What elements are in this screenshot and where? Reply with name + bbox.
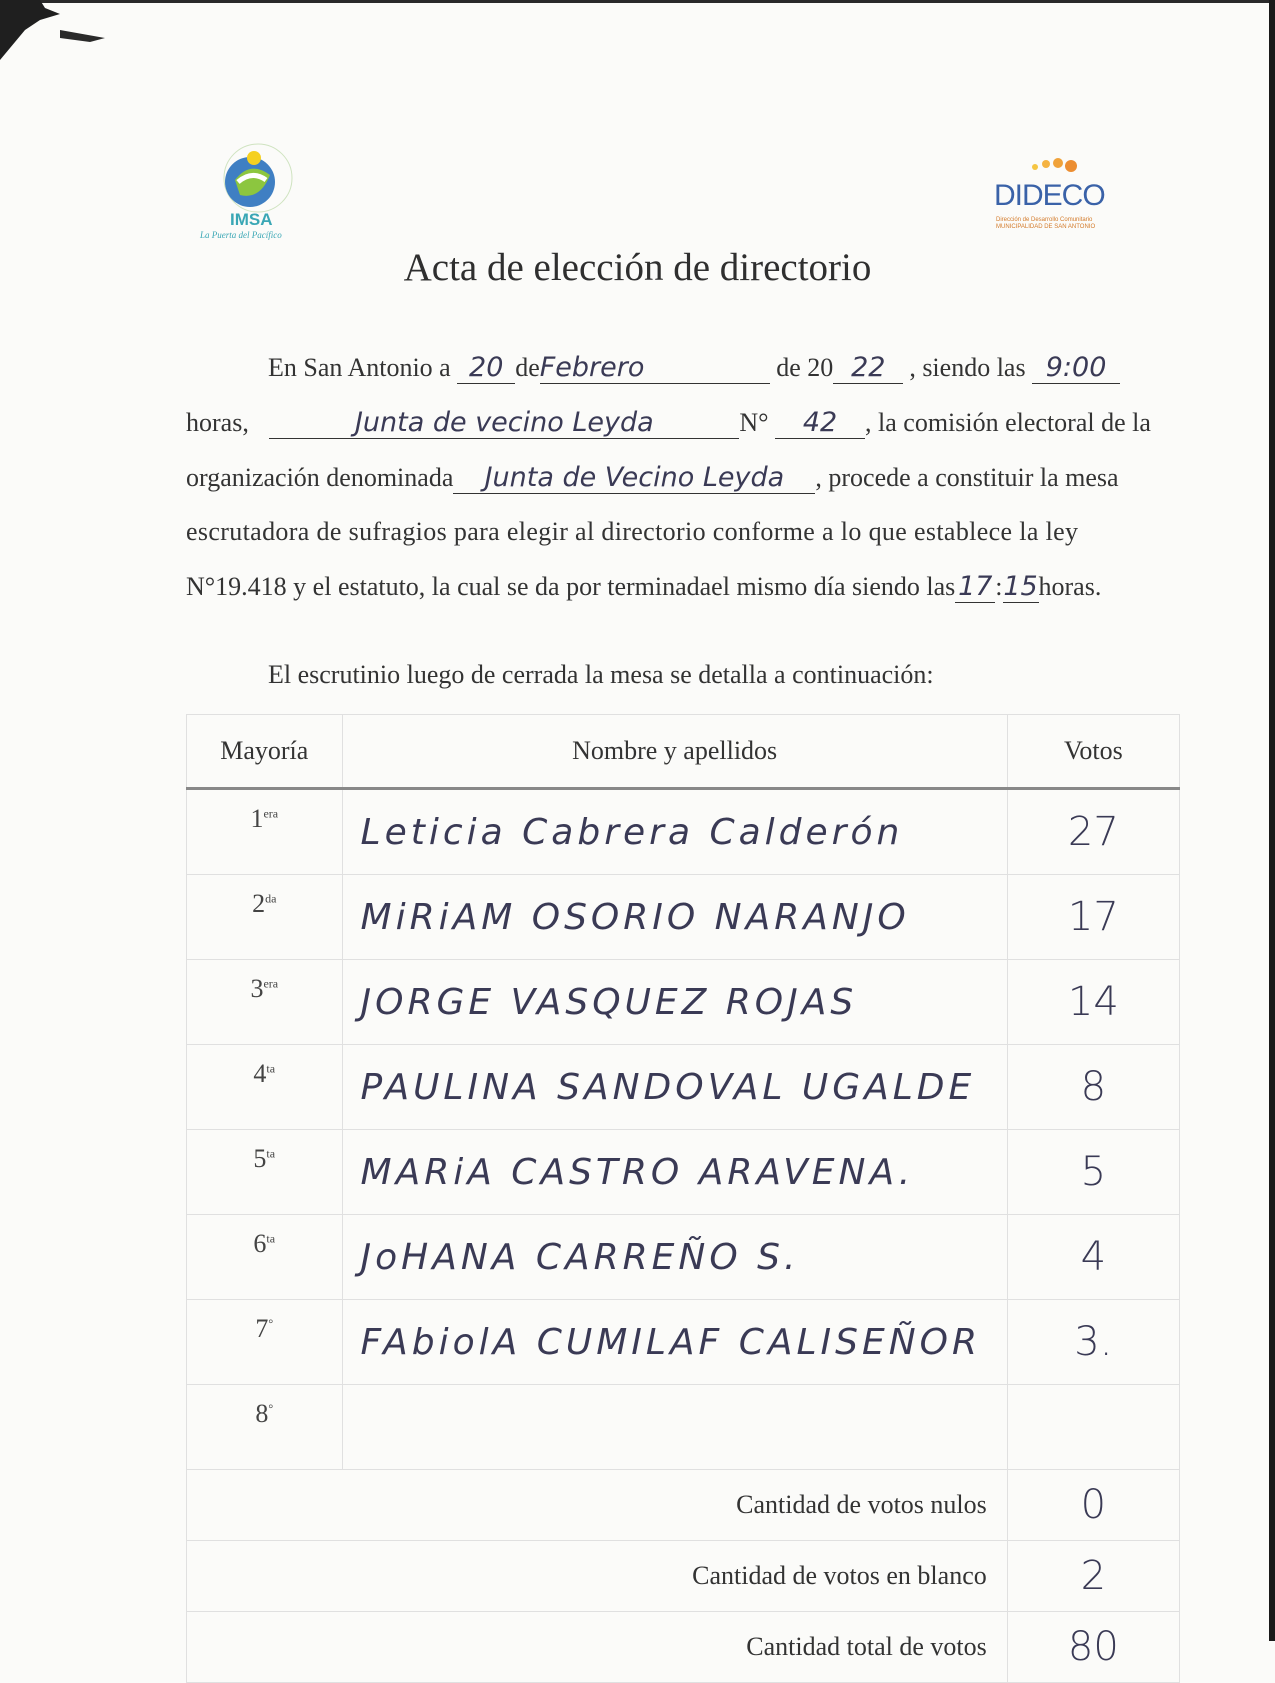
dideco-tagline-1: Dirección de Desarrollo Comunitario bbox=[996, 217, 1093, 223]
imsa-wordmark: IMSA bbox=[230, 210, 273, 229]
rank-cell bbox=[187, 960, 343, 1045]
rank-number: 2 bbox=[252, 889, 266, 918]
table-row bbox=[187, 1130, 1180, 1215]
header-nombre: Nombre y apellidos bbox=[342, 715, 1007, 789]
rank-number: 1 bbox=[250, 804, 264, 833]
year-field: 22 bbox=[833, 352, 903, 384]
text-segment: En San Antonio a bbox=[268, 353, 451, 382]
text-segment: horas, bbox=[186, 408, 249, 437]
table-row bbox=[187, 789, 1180, 875]
rank-number: 7 bbox=[255, 1314, 269, 1343]
candidate-votes: 27 bbox=[1007, 789, 1179, 875]
dideco-tagline bbox=[996, 217, 1095, 231]
org-name-field-2: Junta de Vecino Leyda bbox=[453, 462, 815, 494]
candidate-votes: 14 bbox=[1007, 960, 1179, 1045]
summary-row bbox=[187, 1470, 1180, 1541]
scrutiny-intro: El escrutinio luego de cerrada la mesa se detalla a continuación: bbox=[268, 660, 934, 689]
rank-number: 4 bbox=[253, 1059, 267, 1088]
org-number-field: 42 bbox=[775, 407, 865, 439]
rank-number: 3 bbox=[250, 974, 264, 1003]
rank-number: 6 bbox=[253, 1229, 267, 1258]
summary-rows bbox=[187, 1470, 1180, 1683]
rank-cell bbox=[187, 1045, 343, 1130]
header-votos: Votos bbox=[1007, 715, 1179, 789]
candidate-name: MARiA CASTRO ARAVENA. bbox=[342, 1130, 1007, 1215]
results-table bbox=[186, 714, 1180, 1683]
rank-cell bbox=[187, 789, 343, 875]
para-line-3 bbox=[186, 462, 1119, 494]
document-title: Acta de elección de directorio bbox=[403, 246, 872, 289]
para-line-4 bbox=[186, 517, 1078, 547]
rank-cell bbox=[187, 1215, 343, 1300]
candidate-votes: 17 bbox=[1007, 875, 1179, 960]
summary-value: 2 bbox=[1007, 1541, 1179, 1612]
text-segment: horas. bbox=[1038, 572, 1102, 601]
rank-suffix: era bbox=[263, 976, 279, 991]
candidate-name: JoHANA CARREÑO S. bbox=[342, 1215, 1007, 1300]
rank-suffix: ta bbox=[266, 1146, 276, 1161]
summary-row bbox=[187, 1541, 1180, 1612]
text-segment: organización denominada bbox=[186, 463, 454, 492]
candidate-name: Leticia Cabrera Calderón bbox=[342, 789, 1007, 875]
candidate-votes bbox=[1007, 1385, 1179, 1470]
text-segment: N° bbox=[739, 408, 769, 437]
rank-suffix: era bbox=[263, 806, 279, 821]
summary-value: 0 bbox=[1007, 1470, 1179, 1541]
text-segment: escrutadora de sufragios para elegir al directorio conforme a lo que establece la ley bbox=[186, 517, 1079, 546]
month-field: Febrero bbox=[540, 352, 770, 384]
end-minute-field: 15 bbox=[1003, 571, 1038, 602]
candidate-votes: 4 bbox=[1007, 1215, 1179, 1300]
candidate-votes: 8 bbox=[1007, 1045, 1179, 1130]
dideco-wordmark: DIDECO bbox=[994, 179, 1105, 212]
para-line-1 bbox=[268, 352, 1120, 384]
rank-suffix: ta bbox=[266, 1061, 276, 1076]
candidate-name: PAULINA SANDOVAL UGALDE bbox=[342, 1045, 1007, 1130]
candidate-votes: 5 bbox=[1007, 1130, 1179, 1215]
text-segment: , la comisión electoral de la bbox=[865, 408, 1151, 437]
dideco-logo bbox=[990, 155, 1120, 235]
rank-number: 5 bbox=[253, 1144, 267, 1173]
text-segment: : bbox=[995, 572, 1003, 601]
candidate-name bbox=[342, 1385, 1007, 1470]
para-line-5 bbox=[186, 571, 1101, 603]
table-row bbox=[187, 1385, 1180, 1470]
summary-value: 80 bbox=[1007, 1612, 1179, 1683]
table-header-row bbox=[187, 715, 1180, 789]
table-row bbox=[187, 875, 1180, 960]
table-row bbox=[187, 960, 1180, 1045]
end-hour-field: 17 bbox=[955, 571, 995, 603]
summary-row bbox=[187, 1612, 1180, 1683]
scan-corner-mark bbox=[0, 0, 150, 60]
scan-edge-top bbox=[0, 0, 1275, 3]
rank-suffix: ° bbox=[268, 1316, 274, 1331]
candidate-name: MiRiAM OSORIO NARANJO bbox=[342, 875, 1007, 960]
rank-cell bbox=[187, 1130, 343, 1215]
candidate-name: JORGE VASQUEZ ROJAS bbox=[342, 960, 1007, 1045]
text-segment: , siendo las bbox=[909, 353, 1026, 382]
candidate-votes: 3. bbox=[1007, 1300, 1179, 1385]
imsa-logo bbox=[200, 140, 320, 245]
rank-cell bbox=[187, 1385, 343, 1470]
header-mayoria: Mayoría bbox=[187, 715, 343, 789]
text-segment: de 20 bbox=[776, 353, 834, 382]
rank-cell bbox=[187, 1300, 343, 1385]
table-row bbox=[187, 1215, 1180, 1300]
summary-label: Cantidad total de votos bbox=[187, 1612, 1008, 1683]
text-segment: , procede a constituir la mesa bbox=[815, 463, 1119, 492]
text-segment: N°19.418 y el estatuto, la cual se da por terminadael mismo día siendo las bbox=[186, 572, 956, 601]
imsa-emblem-icon bbox=[200, 140, 320, 220]
para-line-2 bbox=[186, 407, 1151, 439]
text-segment: de bbox=[515, 353, 540, 382]
table-row bbox=[187, 1045, 1180, 1130]
rank-suffix: da bbox=[265, 891, 277, 906]
day-field: 20 bbox=[457, 352, 515, 384]
dideco-tagline-2: MUNICIPALIDAD DE SAN ANTONIO bbox=[996, 224, 1096, 230]
summary-label: Cantidad de votos en blanco bbox=[187, 1541, 1008, 1612]
candidate-rows bbox=[187, 789, 1180, 1470]
rank-number: 8 bbox=[255, 1399, 269, 1428]
start-time-field: 9:00 bbox=[1032, 352, 1120, 384]
table-row bbox=[187, 1300, 1180, 1385]
summary-label: Cantidad de votos nulos bbox=[187, 1470, 1008, 1541]
candidate-name: FAbiolA CUMILAF CALISEÑOR bbox=[342, 1300, 1007, 1385]
org-name-field-1: Junta de vecino Leyda bbox=[269, 407, 739, 439]
rank-cell bbox=[187, 875, 343, 960]
rank-suffix: ° bbox=[268, 1401, 274, 1416]
imsa-tagline: La Puerta del Pacífico bbox=[200, 230, 282, 240]
rank-suffix: ta bbox=[266, 1231, 276, 1246]
